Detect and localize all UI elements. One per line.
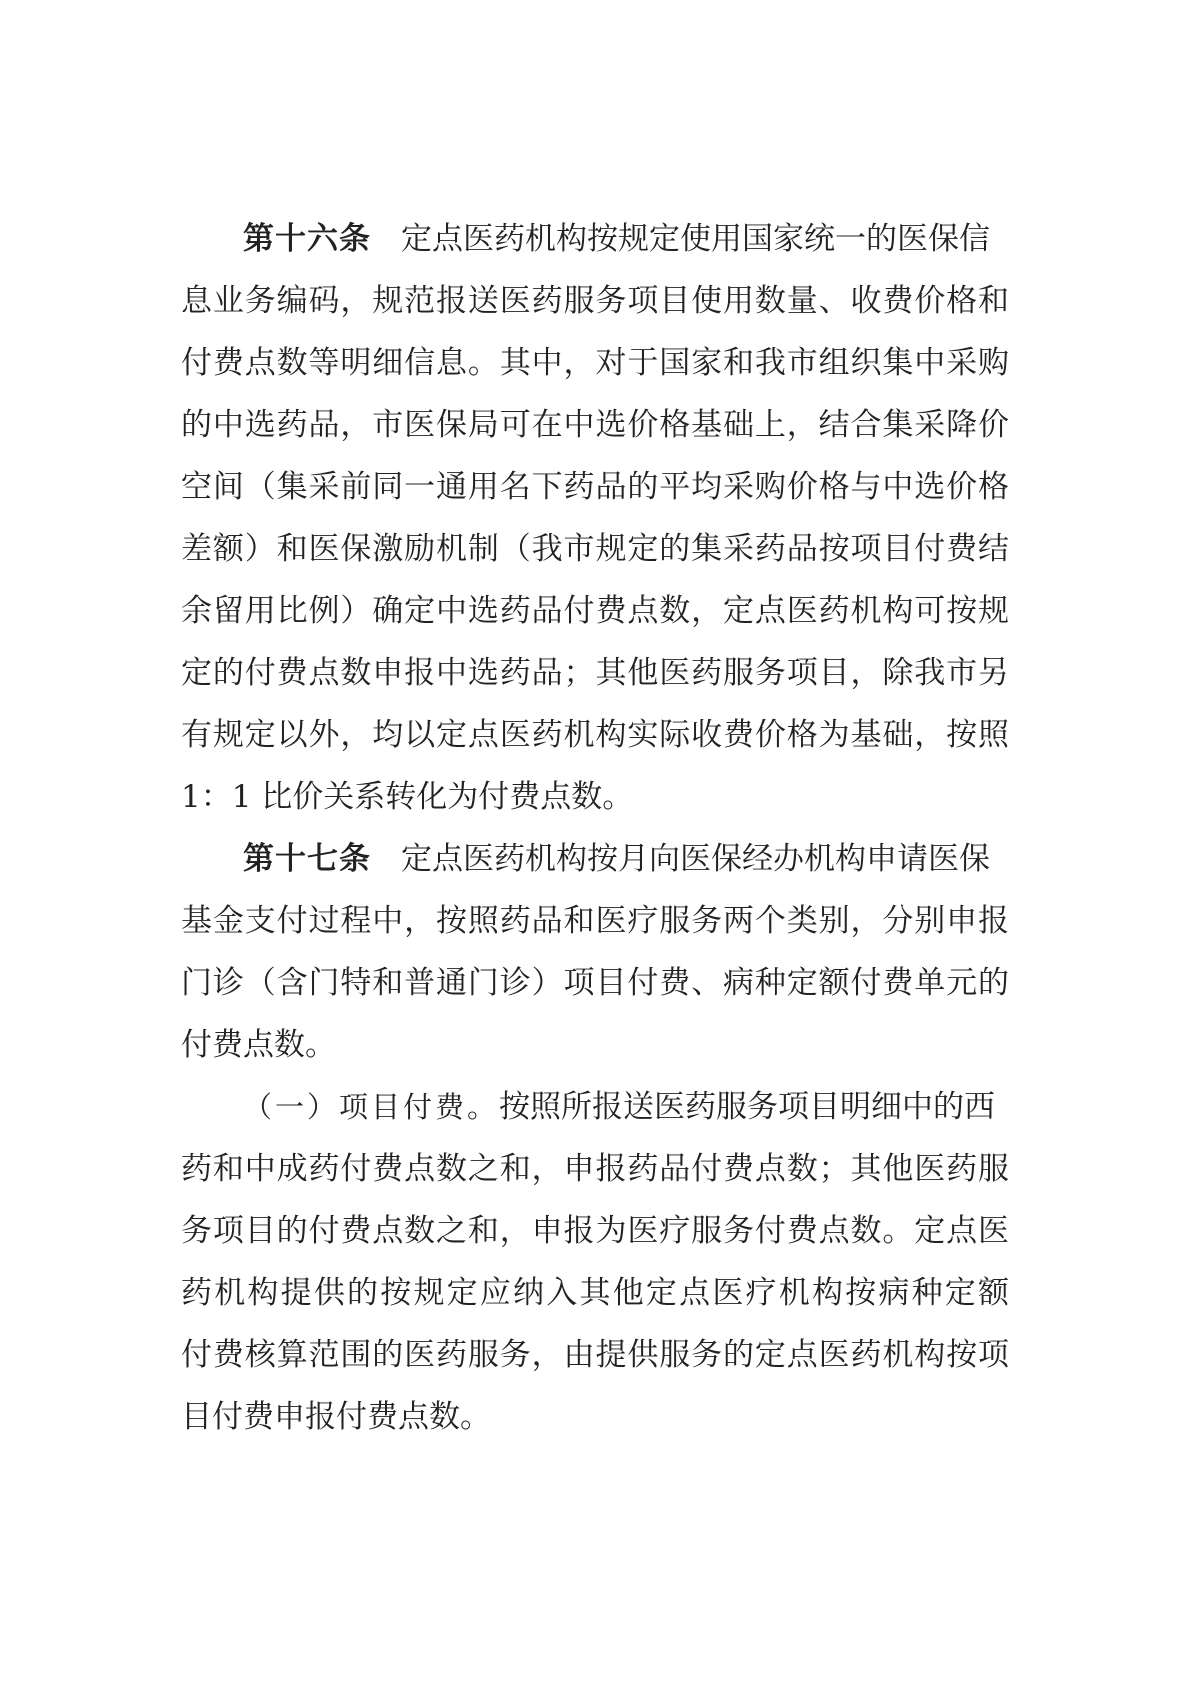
article-16-heading: 第十六条: [243, 221, 371, 257]
item-1-heading: （一）项目付费。: [243, 1090, 500, 1124]
document-body: [181, 208, 1009, 1448]
article-16-line: 付费点数等明细信息。其中，对于国家和我市组织集中采购: [181, 345, 1009, 381]
article-16-first-line: [181, 208, 1009, 270]
item-1-line: 按照所报送医药服务项目明细中的西: [499, 1089, 996, 1125]
article-16-line: 余留用比例）确定中选药品付费点数，定点医药机构可按规: [181, 593, 1009, 629]
item-1-line: 目付费申报付费点数。: [181, 1399, 491, 1435]
item-1-line: 付费核算范围的医药服务，由提供服务的定点医药机构按项: [181, 1337, 1009, 1373]
item-1-first-line: [181, 1076, 1009, 1138]
article-17-line: 定点医药机构按月向医保经办机构申请医保: [401, 841, 990, 877]
article-17-first-line: [181, 828, 1009, 890]
article-16-line: 空间（集采前同一通用名下药品的平均采购价格与中选价格: [181, 469, 1009, 505]
article-16-line: 有规定以外，均以定点医药机构实际收费价格为基础，按照: [181, 717, 1009, 753]
article-16-line: 定点医药机构按规定使用国家统一的医保信: [401, 221, 990, 257]
article-16-line: 差额）和医保激励机制（我市规定的集采药品按项目付费结: [181, 531, 1009, 567]
article-17-line: 付费点数。: [181, 1027, 336, 1063]
article-16-line: 息业务编码，规范报送医药服务项目使用数量、收费价格和: [181, 283, 1009, 319]
article-17-line: 基金支付过程中，按照药品和医疗服务两个类别，分别申报: [181, 903, 1009, 939]
article-17-heading: 第十七条: [243, 841, 371, 877]
article-17-line: 门诊（含门特和普通门诊）项目付费、病种定额付费单元的: [181, 965, 1009, 1001]
article-16-line: 1：1 比价关系转化为付费点数。: [181, 779, 634, 815]
item-1-line: 务项目的付费点数之和，申报为医疗服务付费点数。定点医: [181, 1213, 1009, 1249]
item-1-line: 药机构提供的按规定应纳入其他定点医疗机构按病种定额: [181, 1275, 1009, 1311]
article-16-line: 的中选药品，市医保局可在中选价格基础上，结合集采降价: [181, 407, 1009, 443]
item-1-line: 药和中成药付费点数之和，申报药品付费点数；其他医药服: [181, 1151, 1009, 1187]
article-16-line: 定的付费点数申报中选药品；其他医药服务项目，除我市另: [181, 655, 1009, 691]
